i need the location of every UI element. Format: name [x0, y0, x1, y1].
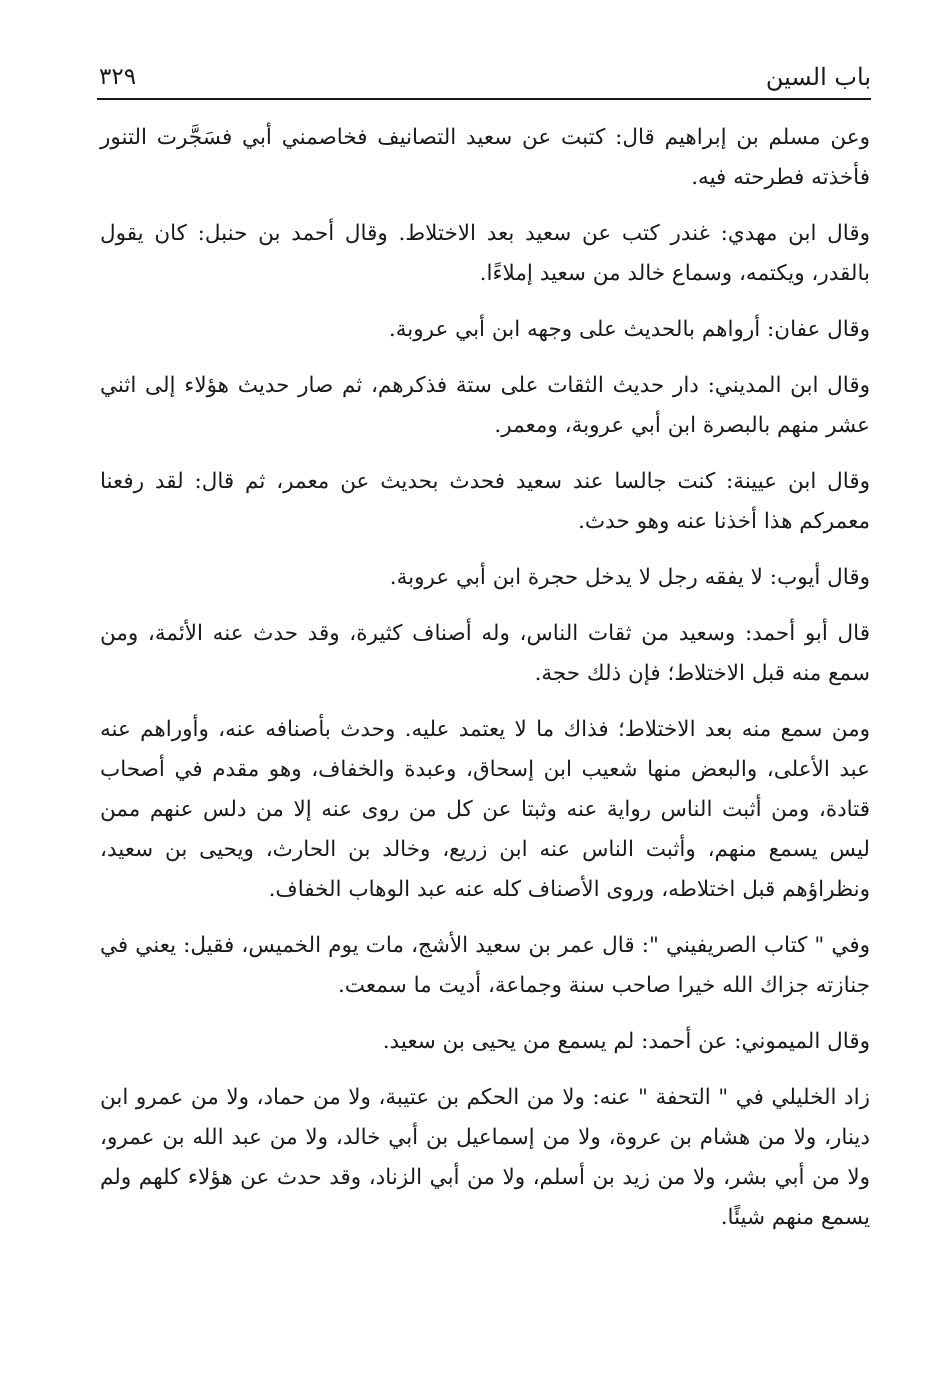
page-body — [100, 118, 870, 1254]
paragraph: وقال الميموني: عن أحمد: لم يسمع من يحيى بن سعيد. — [382, 1029, 870, 1054]
paragraph: وقال عفان: أرواهم بالحديث على وجهه ابن أبي عروبة. — [388, 317, 870, 342]
paragraph: ومن سمع منه بعد الاختلاط؛ فذاك ما لا يعتمد عليه. وحدث بأصنافه عنه، وأوراهم عنه عبد الأعلى، والبعض منها شعيب ابن إسحاق، وعبدة والخفاف، وهو مقدم في أصحاب قتادة، ومن أثبت الناس رواية عنه وثبتا عن كل من روى عنه إلا من دلس عنهم ممن ليس يسمع منهم، وأثبت الناس عنه ابن زريع، وخالد بن الحارث، ويحيى بن سعيد، ونظراؤهم قبل اختلاطه، وروى الأصناف كله عنه عبد الوهاب الخفاف. — [100, 717, 870, 902]
paragraph: وقال ابن مهدي: غندر كتب عن سعيد بعد الاختلاط. وقال أحمد بن حنبل: كان يقول بالقدر، ويكتمه، وسماع خالد من سعيد إملاءًا. — [100, 221, 870, 286]
paragraph: وقال ابن عيينة: كنت جالسا عند سعيد فحدث بحديث عن معمر، ثم قال: لقد رفعنا معمركم هذا أخذنا عنه وهو حدث. — [100, 469, 870, 534]
paragraph: زاد الخليلي في " التحفة " عنه: ولا من الحكم بن عتيبة، ولا من حماد، ولا من عمرو ابن دينار، ولا من هشام بن عروة، ولا من إسماعيل بن أبي خالد، ولا من عبد الله بن عمرو، ولا من أبي بشر، ولا من زيد بن أسلم، ولا من أبي الزناد، وقد حدث عن هؤلاء كلهم ولم يسمع منهم شيئًا. — [100, 1085, 870, 1230]
page-number: ٣٢٩ — [99, 64, 137, 90]
paragraph: وعن مسلم بن إبراهيم قال: كتبت عن سعيد التصانيف فخاصمني أبي فسَجَّرت التنور فأخذته فطرحته فيه. — [100, 125, 870, 190]
page-header — [97, 58, 871, 100]
paragraph: وقال أيوب: لا يفقه رجل لا يدخل حجرة ابن أبي عروبة. — [389, 565, 870, 590]
paragraph: قال أبو أحمد: وسعيد من ثقات الناس، وله أصناف كثيرة، وقد حدث عنه الأئمة، ومن سمع منه قبل الاختلاط؛ فإن ذلك حجة. — [100, 621, 870, 686]
paragraph: وفي " كتاب الصريفيني ": قال عمر بن سعيد الأشج، مات يوم الخميس، فقيل: يعني في جنازته جزاك الله خيرا صاحب سنة وجماعة، أديت ما سمعت. — [100, 933, 870, 998]
paragraph: وقال ابن المديني: دار حديث الثقات على ستة فذكرهم، ثم صار حديث هؤلاء إلى اثني عشر منهم بالبصرة ابن أبي عروبة، ومعمر. — [100, 373, 870, 438]
running-header-title: باب السين — [765, 63, 871, 91]
